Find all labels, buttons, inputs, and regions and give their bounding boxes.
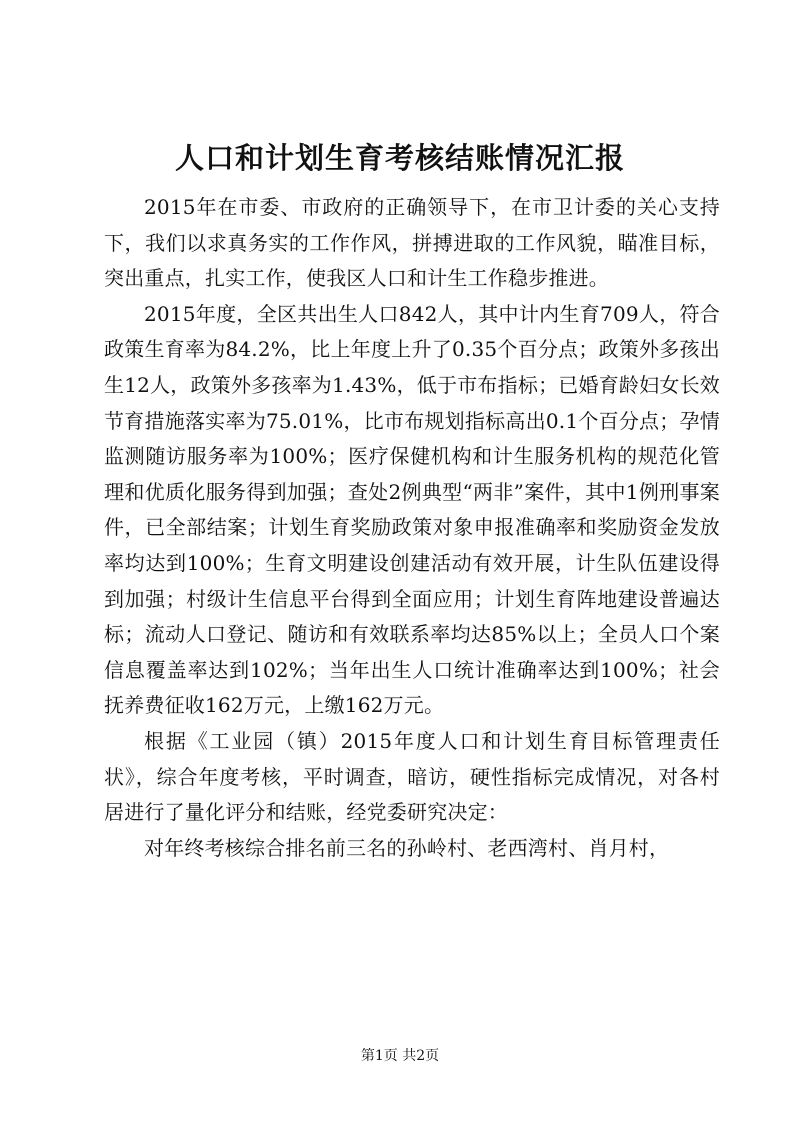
paragraph-statistics: 2015年度，全区共出生人口842人，其中计内生育709人，符合政策生育率为84.2%，比上年度上升了0.35个百分点；政策外多孩出生12人，政策外多孩率为1.43%，低于市布指标；已婚育龄妇女长效节育措施落实率为75.01%，比市布规划指标高出0.1个百分点；孕情监测随访服务率为100%；医疗保健机构和计生服务机构的规范化管理和优质化服务得到加强；查处2例典型“两非”案件，其中1例刑事案件，已全部结案；计划生育奖励政策对象申报准确率和奖励资金发放率均达到100%；生育文明建设创建活动有效开展，计生队伍建设得到加强；村级计生信息平台得到全面应用；计划生育阵地建设普遍达标；流动人口登记、随访和有效联系率均达85%以上；全员人口个案信息覆盖率达到102%；当年出生人口统计准确率达到100%；社会抚养费征收162万元，上缴162万元。 xyxy=(104,301,720,718)
paragraph-intro: 2015年在市委、市政府的正确领导下，在市卫计委的关心支持下，我们以求真务实的工作作风，拼搏进取的工作风貌，瞄准目标，突出重点，扎实工作，使我区人口和计生工作稳步推进。 xyxy=(104,195,720,291)
document-body xyxy=(104,190,720,866)
document-title: 人口和计划生育考核结账情况汇报 xyxy=(174,141,625,175)
paragraph-assessment: 根据《工业园（镇）2015年度人口和计划生育目标管理责任状》，综合年度考核，平时调查，暗访，硬性指标完成情况，对各村居进行了量化评分和结账，经党委研究决定： xyxy=(104,728,720,825)
page-number-footer: 第1页 共2页 xyxy=(360,1048,440,1064)
paragraph-ranking: 对年终考核综合排名前三名的孙岭村、老西湾村、肖月村， xyxy=(144,835,670,860)
